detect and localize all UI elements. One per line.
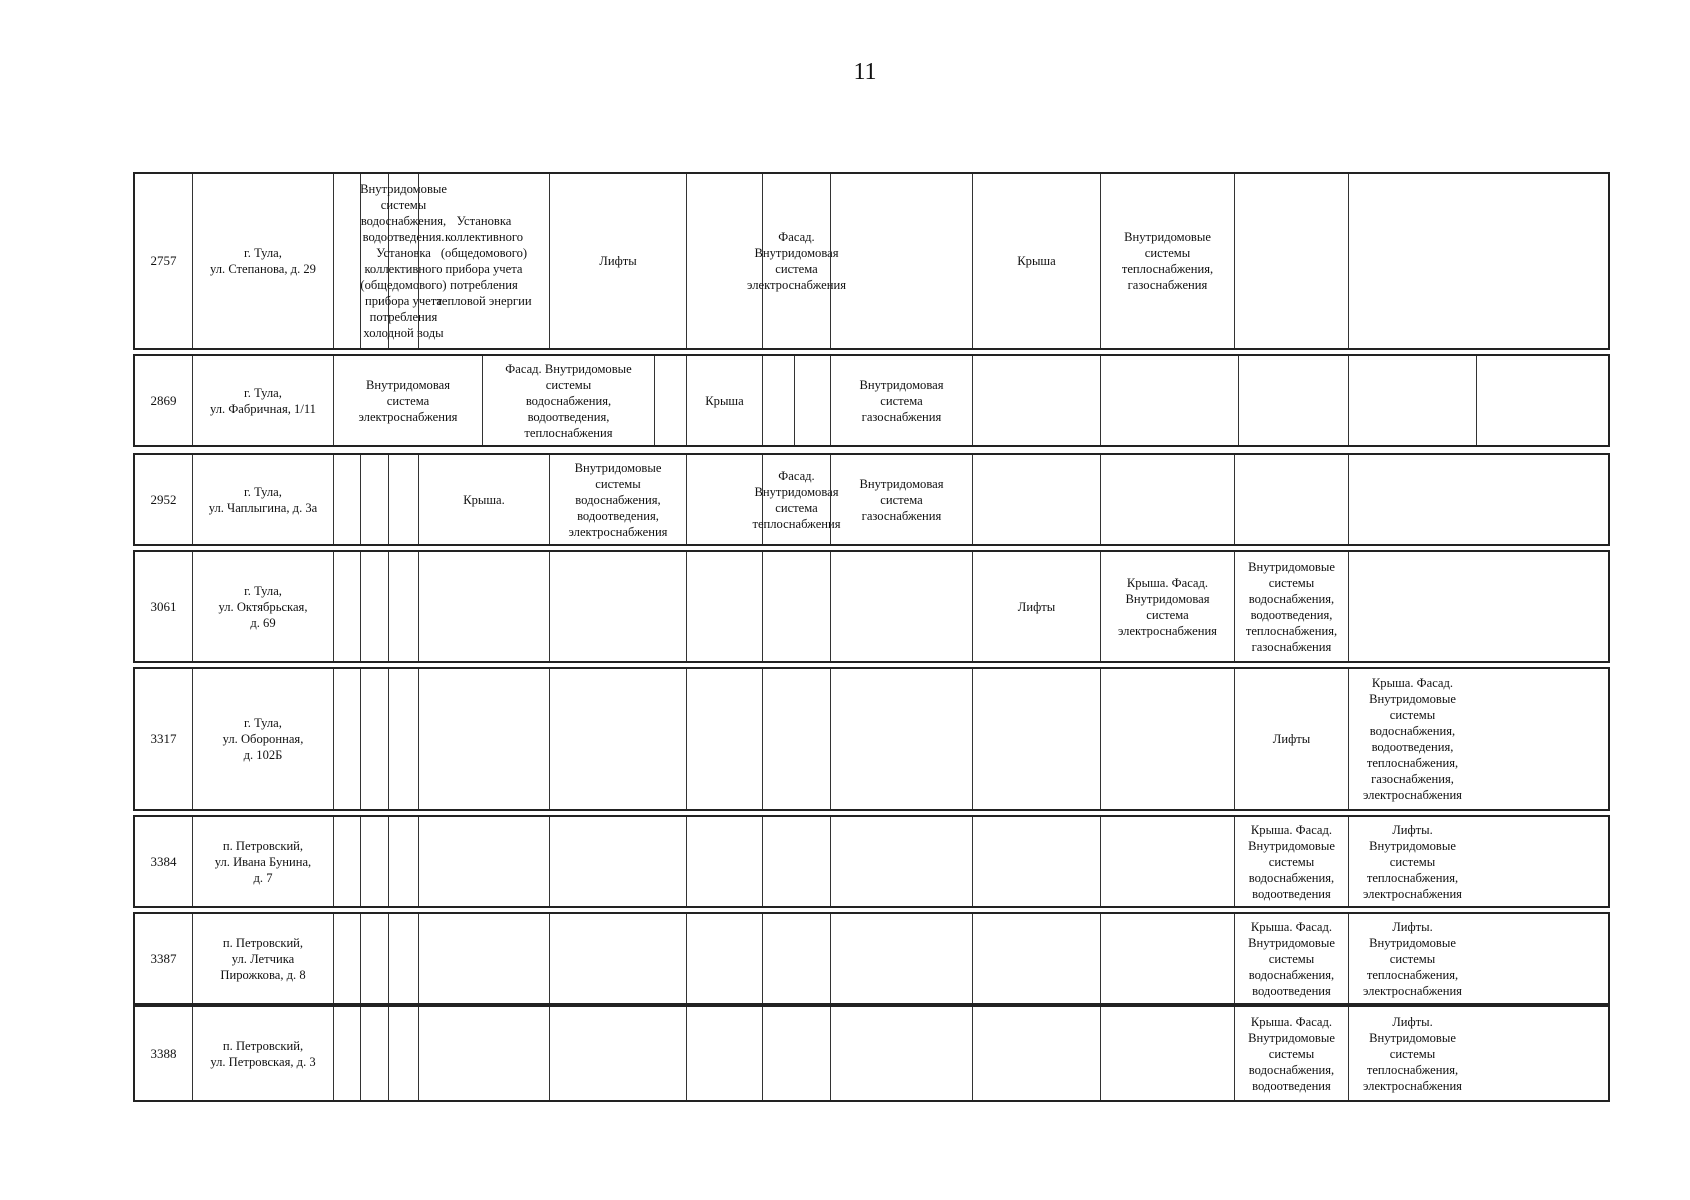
- works-cell: [1100, 455, 1234, 544]
- works-cell: [333, 552, 360, 661]
- works-cell: [388, 817, 418, 906]
- works-cell: [972, 356, 1100, 445]
- row-number: 2869: [150, 392, 177, 408]
- works-cell: [1100, 356, 1238, 445]
- works-cell: Крыша: [972, 174, 1100, 348]
- works-cell: [762, 669, 830, 809]
- works-cell: [333, 669, 360, 809]
- row-address: п. Петровский, ул. Летчика Пирожкова, д. 8: [192, 914, 333, 1003]
- works-cell: [830, 817, 972, 906]
- works-cell: [686, 552, 762, 661]
- works-cell: [418, 914, 549, 1003]
- works-cell: Внутридомовые системы теплоснабжения, газоснабжения: [1100, 174, 1234, 348]
- works-cell: Внутридомовые системы водоснабжения, водоотведения, теплоснабжения, газоснабжения: [1234, 552, 1348, 661]
- row-address: п. Петровский, ул. Ивана Бунина, д. 7: [192, 817, 333, 906]
- table-row: [133, 815, 1610, 908]
- works-cell: [972, 914, 1100, 1003]
- works-cell: [762, 914, 830, 1003]
- row-address: г. Тула, ул. Фабричная, 1/11: [192, 356, 333, 445]
- works-cell: [1476, 356, 1612, 445]
- row-number: 3317: [150, 731, 177, 746]
- works-cell: [1100, 1007, 1234, 1100]
- works-cell: [388, 455, 418, 544]
- works-cell: Крыша. Фасад. Внутридомовые системы водоснабжения, водоотведения: [1234, 914, 1348, 1003]
- page-number: 11: [853, 59, 877, 85]
- table-row: [133, 912, 1610, 1005]
- works-cell: [1234, 174, 1348, 348]
- works-cell: [1100, 817, 1234, 906]
- works-cell: [1348, 356, 1476, 445]
- works-cell: [333, 455, 360, 544]
- works-cell: [360, 817, 388, 906]
- works-cell: [830, 914, 972, 1003]
- works-cell: [549, 669, 686, 809]
- works-cell: [333, 817, 360, 906]
- works-cell: Внутридомовые системы водоснабжения, водоотведения. Установка коллективного (общедомового) прибора учета потребления холодной воды: [388, 174, 418, 348]
- works-cell: Крыша. Фасад. Внутридомовые системы водоснабжения, водоотведения: [1234, 1007, 1348, 1100]
- table-row: [133, 550, 1610, 663]
- row-address: п. Петровский, ул. Петровская, д. 3: [192, 1007, 333, 1100]
- table-row: [133, 172, 1610, 350]
- works-cell: [333, 174, 360, 348]
- works-cell: Внутридомовая система газоснабжения: [830, 455, 972, 544]
- works-cell: [762, 356, 794, 445]
- works-cell: Установка коллективного (общедомового) прибора учета потребления тепловой энергии: [418, 174, 549, 348]
- row-number: 3384: [150, 853, 177, 869]
- works-cell: Крыша. Фасад. Внутридомовая система электроснабжения: [1100, 552, 1234, 661]
- works-cell: Крыша. Фасад. Внутридомовые системы водоснабжения, водоотведения, теплоснабжения, газоснабжения, электроснабжения: [1348, 669, 1476, 809]
- works-cell: [333, 1007, 360, 1100]
- works-cell: [972, 669, 1100, 809]
- works-cell: [360, 914, 388, 1003]
- table-row: [133, 1005, 1610, 1102]
- works-cell: [418, 669, 549, 809]
- works-cell: [830, 174, 972, 348]
- works-cell: [360, 1007, 388, 1100]
- row-number: 2952: [150, 491, 177, 507]
- works-cell: [686, 669, 762, 809]
- works-cell: [686, 1007, 762, 1100]
- works-cell: [360, 455, 388, 544]
- works-cell: Крыша. Фасад. Внутридомовые системы водоснабжения, водоотведения: [1234, 817, 1348, 906]
- works-cell: Фасад. Внутридомовая система теплоснабжения: [762, 455, 830, 544]
- works-cell: [388, 669, 418, 809]
- works-cell: Лифты. Внутридомовые системы теплоснабжения, электроснабжения: [1348, 914, 1476, 1003]
- works-cell: [388, 914, 418, 1003]
- works-cell: [549, 914, 686, 1003]
- works-cell: [1100, 914, 1234, 1003]
- table-row: [133, 453, 1610, 546]
- works-cell: [549, 1007, 686, 1100]
- works-cell: [830, 552, 972, 661]
- works-cell: [830, 669, 972, 809]
- works-cell: [388, 552, 418, 661]
- works-cell: Крыша.: [418, 455, 549, 544]
- works-cell: [686, 914, 762, 1003]
- row-address: г. Тула, ул. Октябрьская, д. 69: [192, 552, 333, 661]
- works-cell: [794, 356, 830, 445]
- works-cell: [1348, 174, 1476, 348]
- works-cell: Лифты: [549, 174, 686, 348]
- works-cell: Фасад. Внутридомовая система электроснабжения: [762, 174, 830, 348]
- works-cell: Крыша: [686, 356, 762, 445]
- works-cell: [549, 817, 686, 906]
- works-cell: [388, 1007, 418, 1100]
- works-cell: [686, 817, 762, 906]
- row-address: г. Тула, ул. Степанова, д. 29: [192, 174, 333, 348]
- table-row: [133, 354, 1610, 447]
- row-number: 3061: [150, 598, 177, 614]
- works-cell: Лифты: [1234, 669, 1348, 809]
- works-cell: [654, 356, 686, 445]
- works-cell: [549, 552, 686, 661]
- table-row: [133, 667, 1610, 811]
- works-cell: [1348, 552, 1476, 661]
- works-cell: Лифты. Внутридомовые системы теплоснабжения, электроснабжения: [1348, 817, 1476, 906]
- works-cell: [762, 1007, 830, 1100]
- works-cell: [360, 552, 388, 661]
- works-cell: [333, 914, 360, 1003]
- row-number: 3387: [150, 950, 177, 966]
- works-cell: [830, 1007, 972, 1100]
- works-cell: [360, 669, 388, 809]
- row-address: г. Тула, ул. Оборонная, д. 102Б: [192, 669, 333, 809]
- works-cell: [1234, 455, 1348, 544]
- works-cell: Внутридомовая система газоснабжения: [830, 356, 972, 445]
- works-cell: [686, 455, 762, 544]
- works-cell: [1100, 669, 1234, 809]
- works-cell: Лифты: [972, 552, 1100, 661]
- works-cell: Фасад. Внутридомовые системы водоснабжения, водоотведения, теплоснабжения: [482, 356, 654, 445]
- works-cell: Внутридомовая система электроснабжения: [333, 356, 482, 445]
- row-address: г. Тула, ул. Чаплыгина, д. 3а: [192, 455, 333, 544]
- works-cell: [972, 817, 1100, 906]
- works-cell: Внутридомовые системы водоснабжения, водоотведения, электроснабжения: [549, 455, 686, 544]
- works-cell: [972, 1007, 1100, 1100]
- works-cell: [762, 817, 830, 906]
- works-cell: [418, 552, 549, 661]
- works-cell: [972, 455, 1100, 544]
- works-cell: Лифты. Внутридомовые системы теплоснабжения, электроснабжения: [1348, 1007, 1476, 1100]
- works-cell: [762, 552, 830, 661]
- works-cell: [1348, 455, 1476, 544]
- works-cell: [418, 1007, 549, 1100]
- row-number: 3388: [150, 1045, 177, 1061]
- row-number: 2757: [150, 253, 177, 268]
- works-cell: [1238, 356, 1348, 445]
- works-cell: [418, 817, 549, 906]
